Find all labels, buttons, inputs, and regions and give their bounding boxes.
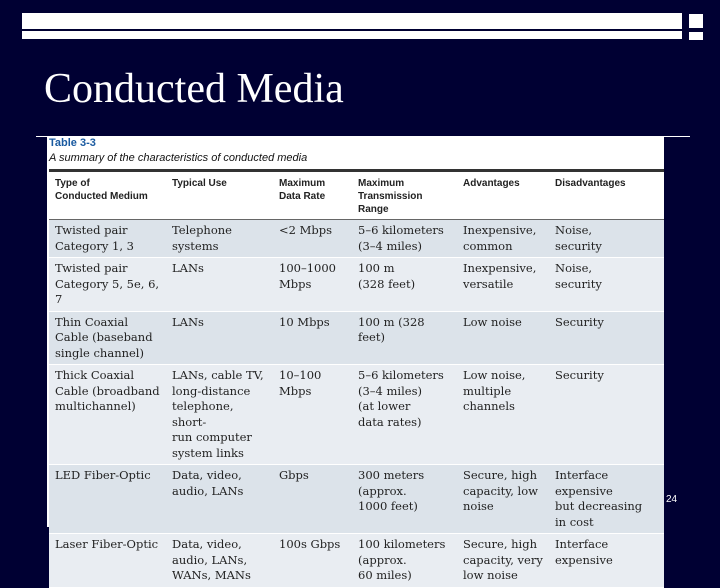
- table-cell: Twisted pair Category 5, 5e, 6, 7: [49, 258, 166, 312]
- table-row: [49, 258, 664, 312]
- table-cell: Interface expensive but decreasing in cost: [549, 465, 664, 534]
- table-cell: LED Fiber-Optic: [49, 465, 166, 534]
- table-row: [49, 465, 664, 534]
- header-type: Type of Conducted Medium: [49, 171, 166, 220]
- table-cell: Laser Fiber-Optic: [49, 534, 166, 588]
- table-cell: Thin Coaxial Cable (baseband single channel): [49, 311, 166, 365]
- table-cell: Data, video, audio, LANs, WANs, MANs: [166, 534, 273, 588]
- table-cell: Security: [549, 311, 664, 365]
- header-typical-use: Typical Use: [166, 171, 273, 220]
- table-row: [49, 365, 664, 465]
- page-number: 24: [666, 494, 678, 505]
- table-cell: Gbps: [273, 465, 352, 534]
- table-cell: Telephone systems: [166, 220, 273, 258]
- corner-square-small-icon: [688, 31, 704, 41]
- table-cell: LANs: [166, 258, 273, 312]
- table-cell: Security: [549, 365, 664, 465]
- corner-square-icon: [688, 13, 704, 29]
- table-cell: <2 Mbps: [273, 220, 352, 258]
- table-cell: Inexpensive, common: [457, 220, 549, 258]
- table-cell: 10 Mbps: [273, 311, 352, 365]
- table-cell: 100–1000 Mbps: [273, 258, 352, 312]
- table-row: [49, 534, 664, 588]
- table-row: [49, 311, 664, 365]
- header-advantages: Advantages: [457, 171, 549, 220]
- top-decorative-bar: [22, 13, 682, 29]
- table-image: [47, 137, 664, 582]
- table-header-row: [49, 171, 664, 220]
- table-cell: Noise, security: [549, 220, 664, 258]
- table-cell: Interface expensive: [549, 534, 664, 588]
- table-cell: LANs, cable TV, long-distance telephone, short- run computer system links: [166, 365, 273, 465]
- table-cell: Low noise, multiple channels: [457, 365, 549, 465]
- table-cell: Noise, security: [549, 258, 664, 312]
- header-range: Maximum Transmission Range: [352, 171, 457, 220]
- table-cell: LANs: [166, 311, 273, 365]
- table-cell: 5–6 kilometers (3–4 miles): [352, 220, 457, 258]
- table-cell: 300 meters (approx. 1000 feet): [352, 465, 457, 534]
- table-cell: Thick Coaxial Cable (broadband multichannel): [49, 365, 166, 465]
- table-cell: Inexpensive, versatile: [457, 258, 549, 312]
- table-cell: 100s Gbps: [273, 534, 352, 588]
- table-cell: 100 kilometers (approx. 60 miles): [352, 534, 457, 588]
- table-cell: 100 m (328 feet): [352, 258, 457, 312]
- conducted-media-table: [49, 169, 664, 588]
- table-cell: 10–100 Mbps: [273, 365, 352, 465]
- table-caption-number: Table 3-3: [49, 137, 96, 149]
- table-cell: Secure, high capacity, low noise: [457, 465, 549, 534]
- table-cell: Twisted pair Category 1, 3: [49, 220, 166, 258]
- table-cell: Secure, high capacity, very low noise: [457, 534, 549, 588]
- header-disadvantages: Disadvantages: [549, 171, 664, 220]
- table-cell: Data, video, audio, LANs: [166, 465, 273, 534]
- table-caption-text: A summary of the characteristics of conducted media: [49, 152, 308, 164]
- table-cell: 100 m (328 feet): [352, 311, 457, 365]
- table-row: [49, 220, 664, 258]
- table-cell: Low noise: [457, 311, 549, 365]
- header-data-rate: Maximum Data Rate: [273, 171, 352, 220]
- top-decorative-bar-thin: [22, 31, 682, 39]
- table-cell: 5–6 kilometers (3–4 miles) (at lower data rates): [352, 365, 457, 465]
- slide-title: Conducted Media: [44, 66, 344, 112]
